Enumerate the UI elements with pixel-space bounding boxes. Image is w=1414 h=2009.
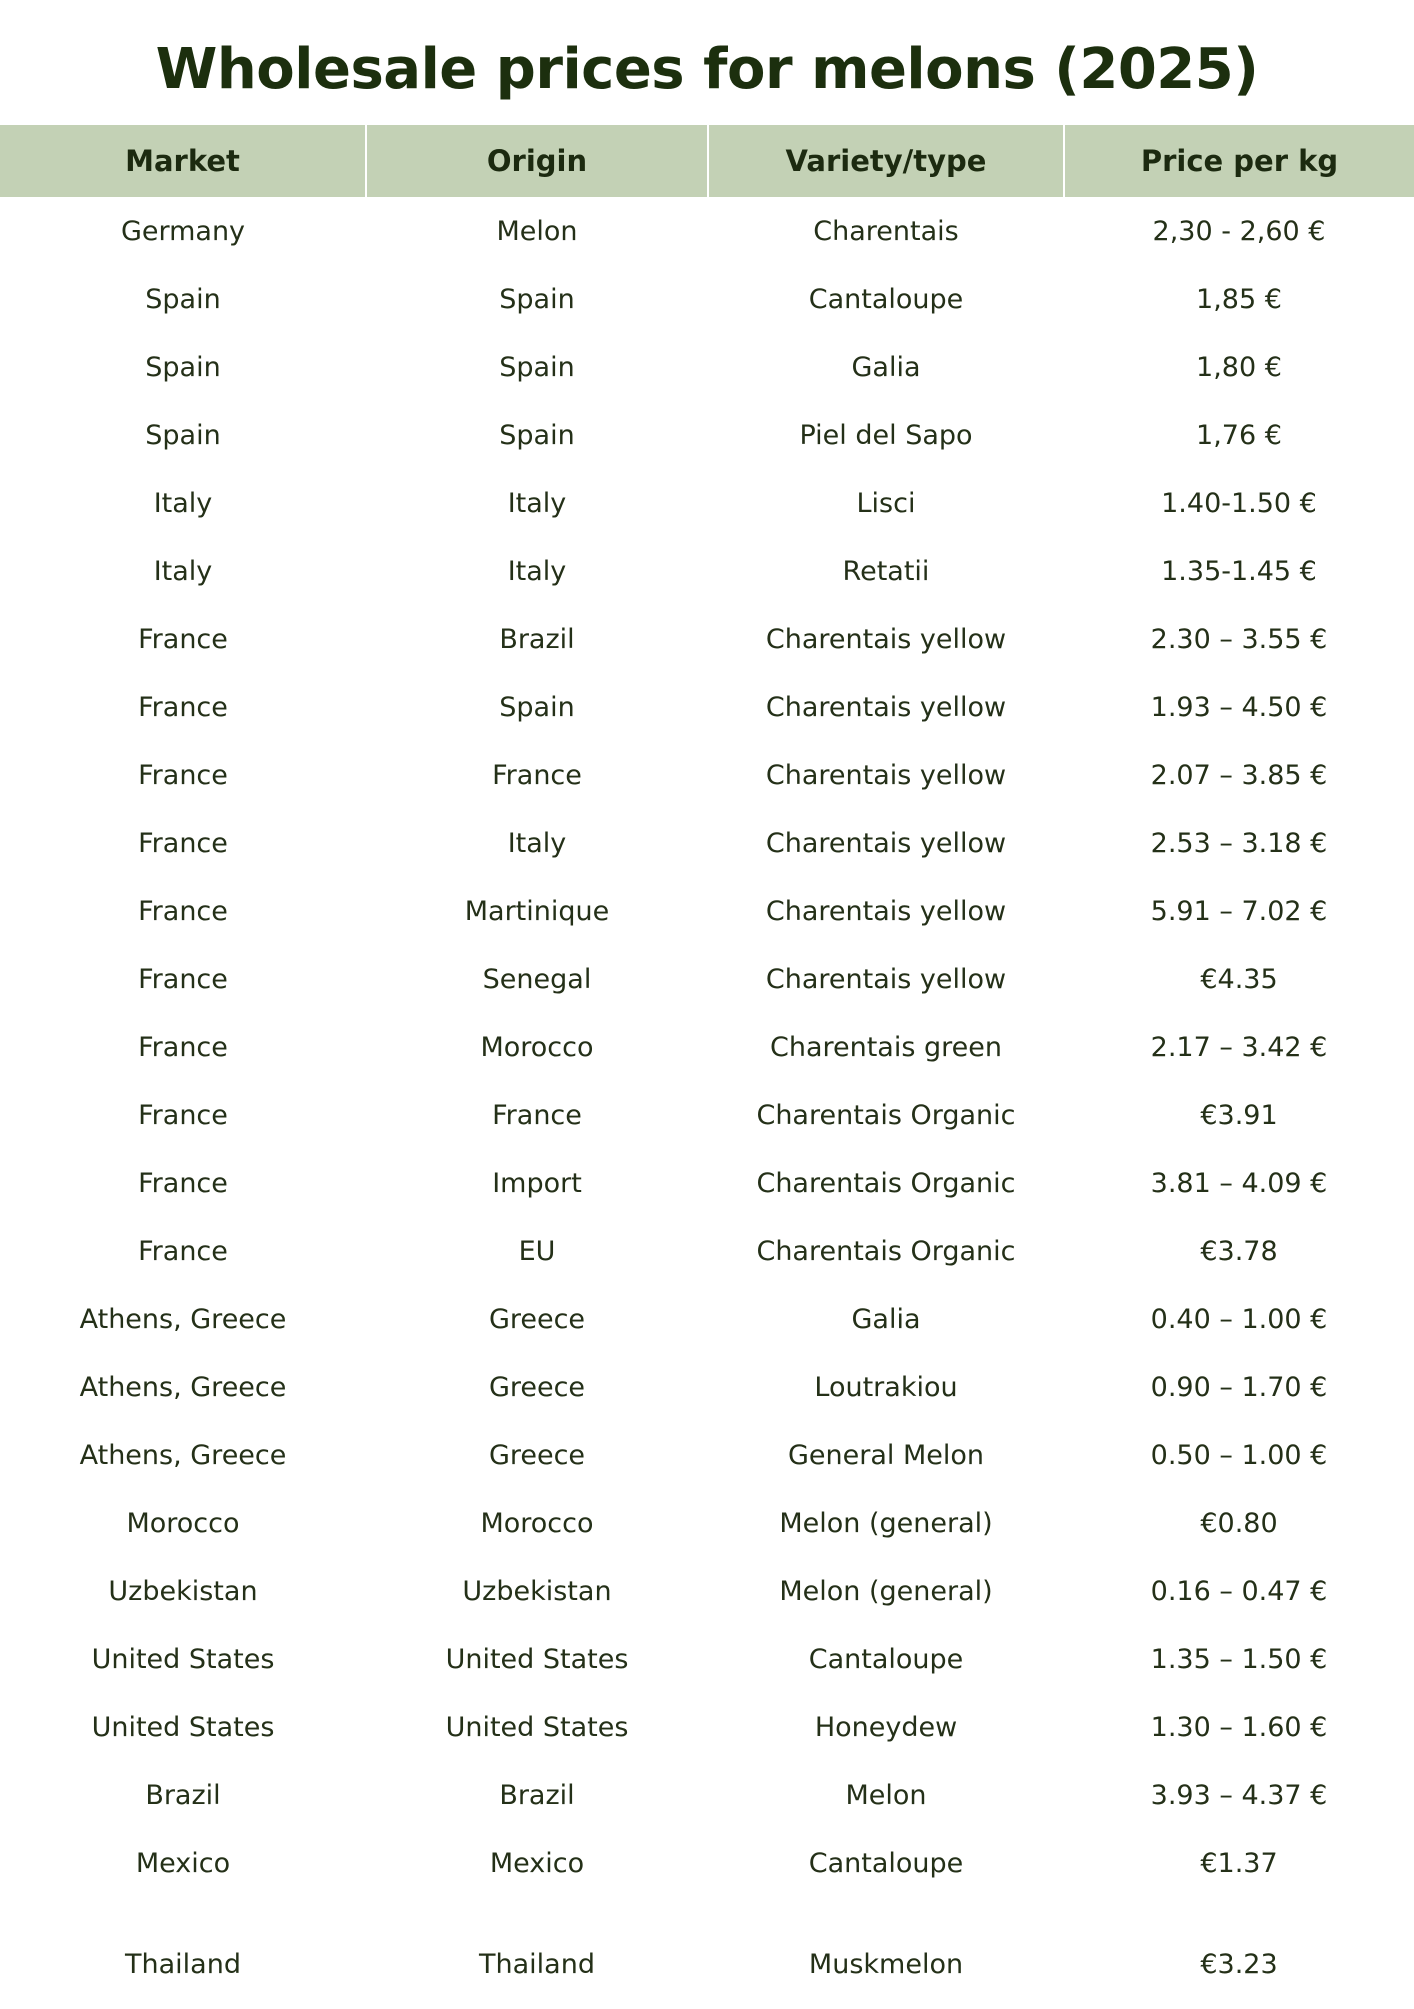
table-row	[0, 333, 1414, 401]
market-cell: Athens, Greece	[79, 1371, 287, 1403]
market-cell: Thailand	[125, 1948, 241, 1980]
variety-cell: Cantaloupe	[808, 283, 964, 315]
table-row	[0, 1693, 1414, 1761]
market-cell: Brazil	[145, 1779, 221, 1811]
origin-cell: Greece	[488, 1371, 586, 1403]
table-row	[0, 673, 1414, 741]
variety-cell: Charentais Organic	[756, 1235, 1016, 1267]
table-row	[0, 469, 1414, 537]
price-cell: €3.91	[1200, 1099, 1278, 1131]
variety-cell: Charentais yellow	[765, 963, 1007, 995]
market-cell: Athens, Greece	[79, 1439, 287, 1471]
table-body	[0, 197, 1414, 2009]
origin-cell: United States	[445, 1711, 629, 1743]
table-row	[0, 605, 1414, 673]
table-row	[0, 741, 1414, 809]
price-cell: €1.37	[1200, 1847, 1278, 1879]
price-cell: 5.91 – 7.02 €	[1150, 895, 1328, 927]
price-cell: 1,76 €	[1196, 419, 1282, 451]
origin-cell: Senegal	[482, 963, 592, 995]
price-cell: 1,85 €	[1196, 283, 1282, 315]
market-cell: France	[138, 759, 228, 791]
price-cell: 1.35-1.45 €	[1161, 555, 1317, 587]
origin-cell: Morocco	[480, 1031, 594, 1063]
variety-cell: Piel del Sapo	[799, 419, 973, 451]
price-cell: 0.50 – 1.00 €	[1150, 1439, 1328, 1471]
variety-cell: Cantaloupe	[808, 1643, 964, 1675]
variety-cell: Galia	[851, 1303, 921, 1335]
variety-cell: Melon (general)	[779, 1507, 993, 1539]
table-row	[0, 1625, 1414, 1693]
price-cell: 1,80 €	[1196, 351, 1282, 383]
header-market: Market	[0, 125, 366, 197]
origin-cell: Spain	[499, 691, 575, 723]
market-cell: Athens, Greece	[79, 1303, 287, 1335]
origin-cell: Spain	[499, 351, 575, 383]
market-cell: Morocco	[126, 1507, 240, 1539]
header-row	[0, 125, 1414, 197]
variety-cell: Lisci	[856, 487, 916, 519]
table-row	[0, 1081, 1414, 1149]
price-cell: €0.80	[1200, 1507, 1278, 1539]
origin-cell: Uzbekistan	[462, 1575, 612, 1607]
table-row	[0, 537, 1414, 605]
variety-cell: Loutrakiou	[814, 1371, 958, 1403]
variety-cell: Charentais Organic	[756, 1099, 1016, 1131]
price-cell: 0.16 – 0.47 €	[1150, 1575, 1328, 1607]
table-row	[0, 401, 1414, 469]
table-row	[0, 1149, 1414, 1217]
table-row	[0, 1421, 1414, 1489]
header-price: Price per kg	[1064, 125, 1414, 197]
variety-cell: Charentais yellow	[765, 895, 1007, 927]
variety-cell: Cantaloupe	[808, 1847, 964, 1879]
origin-cell: Italy	[507, 555, 567, 587]
origin-cell: Italy	[507, 487, 567, 519]
market-cell: France	[138, 623, 228, 655]
price-cell: €3.78	[1200, 1235, 1278, 1267]
market-cell: United States	[91, 1643, 275, 1675]
table-row	[0, 1217, 1414, 1285]
market-cell: Mexico	[135, 1847, 231, 1879]
origin-cell: Brazil	[499, 623, 575, 655]
market-cell: Spain	[145, 419, 221, 451]
market-cell: Italy	[153, 487, 213, 519]
origin-cell: France	[492, 759, 582, 791]
market-cell: France	[138, 691, 228, 723]
market-cell: Germany	[120, 215, 246, 247]
table-row	[0, 1285, 1414, 1353]
price-cell: €4.35	[1200, 963, 1278, 995]
origin-cell: Mexico	[489, 1847, 585, 1879]
table-row	[0, 1897, 1414, 2009]
price-cell: 2.53 – 3.18 €	[1150, 827, 1328, 859]
table-row	[0, 1829, 1414, 1897]
price-cell: 1.35 – 1.50 €	[1150, 1643, 1328, 1675]
market-cell: Uzbekistan	[108, 1575, 258, 1607]
variety-cell: Charentais yellow	[765, 691, 1007, 723]
price-cell: 1.93 – 4.50 €	[1150, 691, 1328, 723]
table-header	[0, 125, 1414, 197]
market-cell: France	[138, 1167, 228, 1199]
market-cell: Italy	[153, 555, 213, 587]
origin-cell: Spain	[499, 283, 575, 315]
market-cell: Spain	[145, 283, 221, 315]
table-row	[0, 809, 1414, 877]
variety-cell: Charentais Organic	[756, 1167, 1016, 1199]
origin-cell: Martinique	[464, 895, 610, 927]
variety-cell: Muskmelon	[808, 1948, 964, 1980]
origin-cell: Morocco	[480, 1507, 594, 1539]
price-cell: 3.93 – 4.37 €	[1150, 1779, 1328, 1811]
table-row	[0, 265, 1414, 333]
variety-cell: Retatii	[842, 555, 930, 587]
table-row	[0, 945, 1414, 1013]
price-cell: 0.90 – 1.70 €	[1150, 1371, 1328, 1403]
origin-cell: Greece	[488, 1439, 586, 1471]
variety-cell: Melon	[845, 1779, 927, 1811]
origin-cell: Greece	[488, 1303, 586, 1335]
market-cell: France	[138, 1099, 228, 1131]
table-row	[0, 1761, 1414, 1829]
price-cell: €3.23	[1200, 1948, 1278, 1980]
header-origin: Origin	[366, 125, 708, 197]
table-row	[0, 197, 1414, 265]
variety-cell: Galia	[851, 351, 921, 383]
origin-cell: Spain	[499, 419, 575, 451]
origin-cell: Melon	[496, 215, 578, 247]
market-cell: France	[138, 895, 228, 927]
variety-cell: Charentais green	[769, 1031, 1002, 1063]
market-cell: France	[138, 827, 228, 859]
market-cell: United States	[91, 1711, 275, 1743]
table-row	[0, 1013, 1414, 1081]
header-variety: Variety/type	[708, 125, 1064, 197]
origin-cell: Brazil	[499, 1779, 575, 1811]
variety-cell: Charentais yellow	[765, 623, 1007, 655]
market-cell: France	[138, 1235, 228, 1267]
origin-cell: Import	[492, 1167, 582, 1199]
price-cell: 1.40-1.50 €	[1161, 487, 1317, 519]
origin-cell: France	[492, 1099, 582, 1131]
variety-cell: Melon (general)	[779, 1575, 993, 1607]
origin-cell: Italy	[507, 827, 567, 859]
market-cell: Spain	[145, 351, 221, 383]
table-row	[0, 877, 1414, 945]
price-cell: 2.07 – 3.85 €	[1150, 759, 1328, 791]
variety-cell: Charentais yellow	[765, 759, 1007, 791]
market-cell: France	[138, 1031, 228, 1063]
market-cell: France	[138, 963, 228, 995]
table-row	[0, 1557, 1414, 1625]
origin-cell: Thailand	[479, 1948, 595, 1980]
price-cell: 0.40 – 1.00 €	[1150, 1303, 1328, 1335]
price-table	[0, 125, 1414, 2009]
variety-cell: Honeydew	[814, 1711, 958, 1743]
price-cell: 2,30 - 2,60 €	[1152, 215, 1326, 247]
variety-cell: General Melon	[787, 1439, 985, 1471]
origin-cell: EU	[518, 1235, 556, 1267]
price-cell: 3.81 – 4.09 €	[1150, 1167, 1328, 1199]
variety-cell: Charentais yellow	[765, 827, 1007, 859]
price-cell: 1.30 – 1.60 €	[1150, 1711, 1328, 1743]
price-cell: 2.30 – 3.55 €	[1150, 623, 1328, 655]
price-cell: 2.17 – 3.42 €	[1150, 1031, 1328, 1063]
origin-cell: United States	[445, 1643, 629, 1675]
variety-cell: Charentais	[813, 215, 959, 247]
page-title: Wholesale prices for melons (2025)	[155, 37, 1259, 102]
table-row	[0, 1353, 1414, 1421]
table-row	[0, 1489, 1414, 1557]
